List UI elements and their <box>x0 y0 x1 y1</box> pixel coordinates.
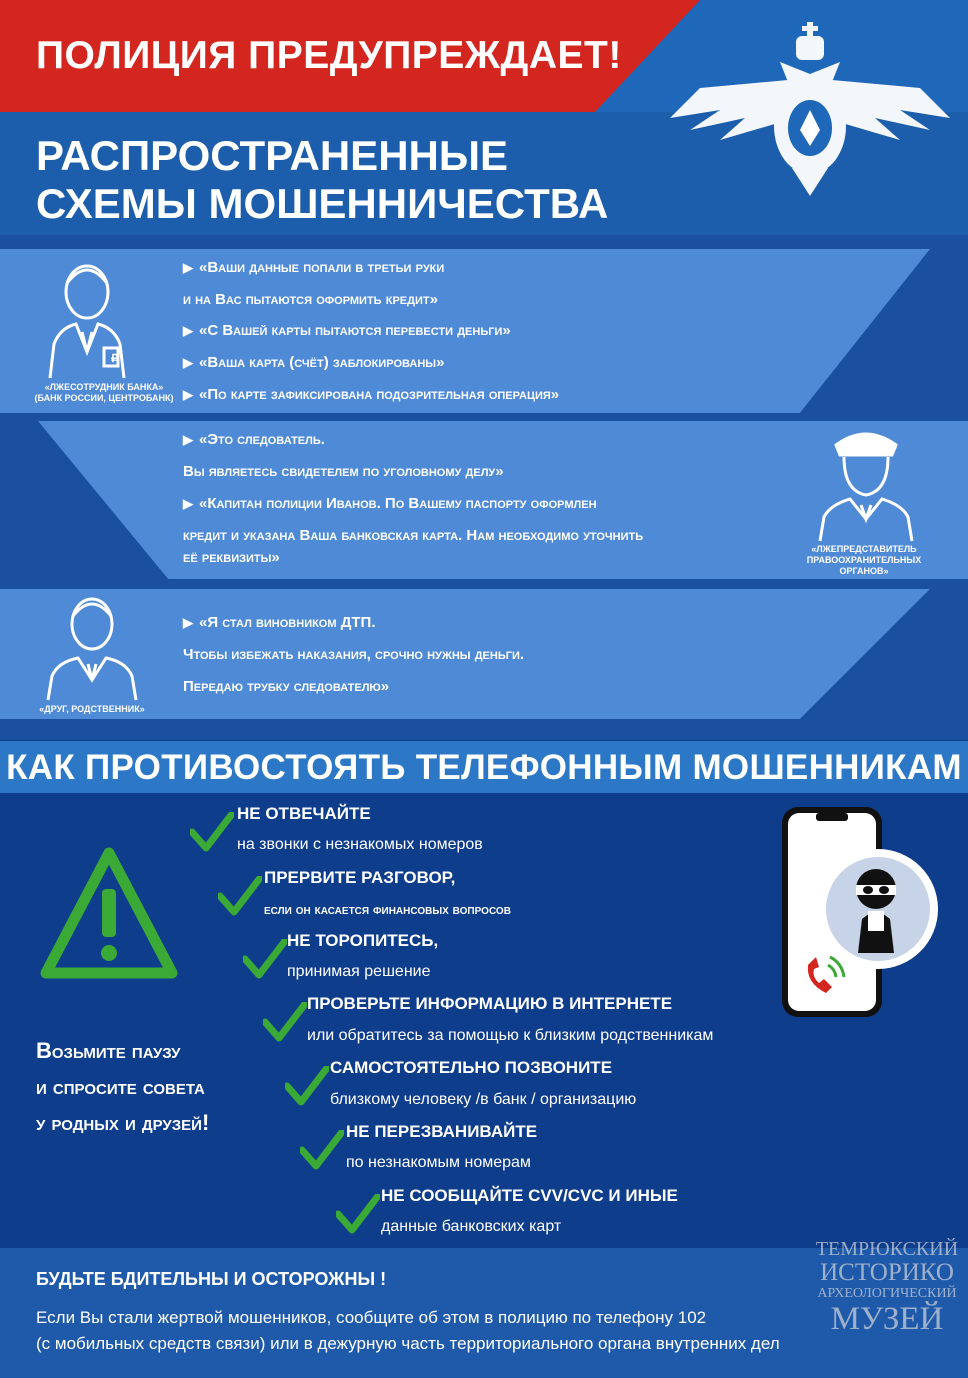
police-emblem-icon <box>660 18 960 198</box>
banner-title: ПОЛИЦИЯ ПРЕДУПРЕЖДАЕТ! <box>36 34 622 77</box>
triangle-bullet-icon: ▶ <box>183 615 193 630</box>
tip-heading: ПРЕРВИТЕ РАЗГОВОР, <box>264 868 456 887</box>
scheme-line: ▶ «Ваши данные попали в третьи руки <box>183 259 445 276</box>
pause-advice: Возьмите паузу и спросите совета у родных и друзей! <box>36 1038 210 1135</box>
triangle-bullet-icon: ▶ <box>183 387 193 402</box>
relative-icon <box>44 592 140 702</box>
check-icon <box>190 812 234 852</box>
scheme-line: Чтобы избежать наказания, срочно нужны деньги. <box>183 646 525 663</box>
footer-text: Если Вы стали жертвой мошенников, сообщите об этом в полицию по телефону 102 (с мобильных средств связи) или в дежурную часть территориального органа внутренних дел <box>36 1308 780 1353</box>
watermark-line: МУЗЕЙ <box>830 1301 944 1337</box>
warning-icon <box>38 845 180 983</box>
tip-heading: НЕ ПЕРЕЗВАНИВАЙТЕ <box>346 1122 538 1141</box>
scheme-line: ▶ «Капитан полиции Иванов. По Вашему паспорту оформлен <box>183 495 597 512</box>
watermark-line: ИСТОРИКО <box>820 1259 954 1286</box>
scheme-line: её реквизиты» <box>183 549 280 566</box>
scheme-line: Вы являетесь свидетелем по уголовному делу» <box>183 463 504 480</box>
scheme-line: ▶ «По карте зафиксирована подозрительная операция» <box>183 386 560 403</box>
scheme-line: ▶ «С Вашей карты пытаются перевести деньги» <box>183 322 511 339</box>
tip-heading: НЕ СООБЩАЙТЕ CVV/CVC И ИНЫЕ <box>381 1186 678 1205</box>
caption-police: «ЛЖЕПРЕДСТАВИТЕЛЬ ПРАВООХРАНИТЕЛЬНЫХ ОРГАНОВ» <box>806 544 922 576</box>
footer-title: БУДЬТЕ БДИТЕЛЬНЫ И ОСТОРОЖНЫ ! <box>36 1269 387 1289</box>
watermark-line: АРХЕОЛОГИЧЕСКИЙ <box>817 1286 957 1301</box>
caption-relative: «ДРУГ, РОДСТВЕННИК» <box>39 704 145 714</box>
tip-text: по незнакомым номерам <box>346 1154 531 1171</box>
bank-employee-icon <box>46 252 128 380</box>
tip-text: данные банковских карт <box>381 1218 562 1235</box>
triangle-bullet-icon: ▶ <box>183 496 193 511</box>
check-icon <box>285 1066 329 1106</box>
triangle-bullet-icon: ▶ <box>183 323 193 338</box>
scheme-line: ▶ «Ваша карта (счёт) заблокированы» <box>183 354 445 371</box>
triangle-bullet-icon: ▶ <box>183 260 193 275</box>
check-icon <box>300 1130 344 1170</box>
section-title: КАК ПРОТИВОСТОЯТЬ ТЕЛЕФОННЫМ МОШЕННИКАМ <box>6 748 962 787</box>
tip-text: принимая решение <box>287 963 431 980</box>
museum-watermark <box>812 1238 962 1336</box>
caption-bank: «ЛЖЕСОТРУДНИК БАНКА» (БАНК РОССИИ, ЦЕНТРОБАНК) <box>34 382 174 403</box>
phone-icon <box>778 805 948 1020</box>
tip-text: или обратитесь за помощью к близким родственникам <box>307 1027 714 1044</box>
check-icon <box>243 939 287 979</box>
check-icon <box>336 1194 380 1234</box>
triangle-bullet-icon: ▶ <box>183 355 193 370</box>
check-icon <box>218 876 262 916</box>
check-icon <box>263 1002 307 1042</box>
scheme-line: ▶ «Я стал виновником ДТП. <box>183 614 376 631</box>
tip-heading: САМОСТОЯТЕЛЬНО ПОЗВОНИТЕ <box>330 1058 613 1077</box>
police-officer-icon <box>814 425 918 543</box>
watermark-line: ТЕМРЮКСКИЙ <box>815 1238 959 1260</box>
scheme-line: и на Вас пытаются оформить кредит» <box>183 291 438 308</box>
tip-heading: ПРОВЕРЬТЕ ИНФОРМАЦИЮ В ИНТЕРНЕТЕ <box>307 994 673 1013</box>
scheme-line: Передаю трубку следователю» <box>183 678 390 695</box>
tip-text: если он касается финансовых вопросов <box>264 901 511 917</box>
page-title: РАСПРОСТРАНЕННЫЕ СХЕМЫ МОШЕННИЧЕСТВА <box>36 132 609 227</box>
scheme-line: кредит и указана Ваша банковская карта. Нам необходимо уточнить <box>183 527 644 544</box>
tip-heading: НЕ ОТВЕЧАЙТЕ <box>237 804 371 823</box>
triangle-bullet-icon: ▶ <box>183 432 193 447</box>
tip-text: на звонки с незнакомых номеров <box>237 836 483 853</box>
svg-text:₽: ₽ <box>111 353 118 365</box>
tip-heading: НЕ ТОРОПИТЕСЬ, <box>287 931 439 950</box>
scheme-line: ▶ «Это следователь. <box>183 431 325 448</box>
tip-text: близкому человеку /в банк / организацию <box>330 1091 637 1108</box>
